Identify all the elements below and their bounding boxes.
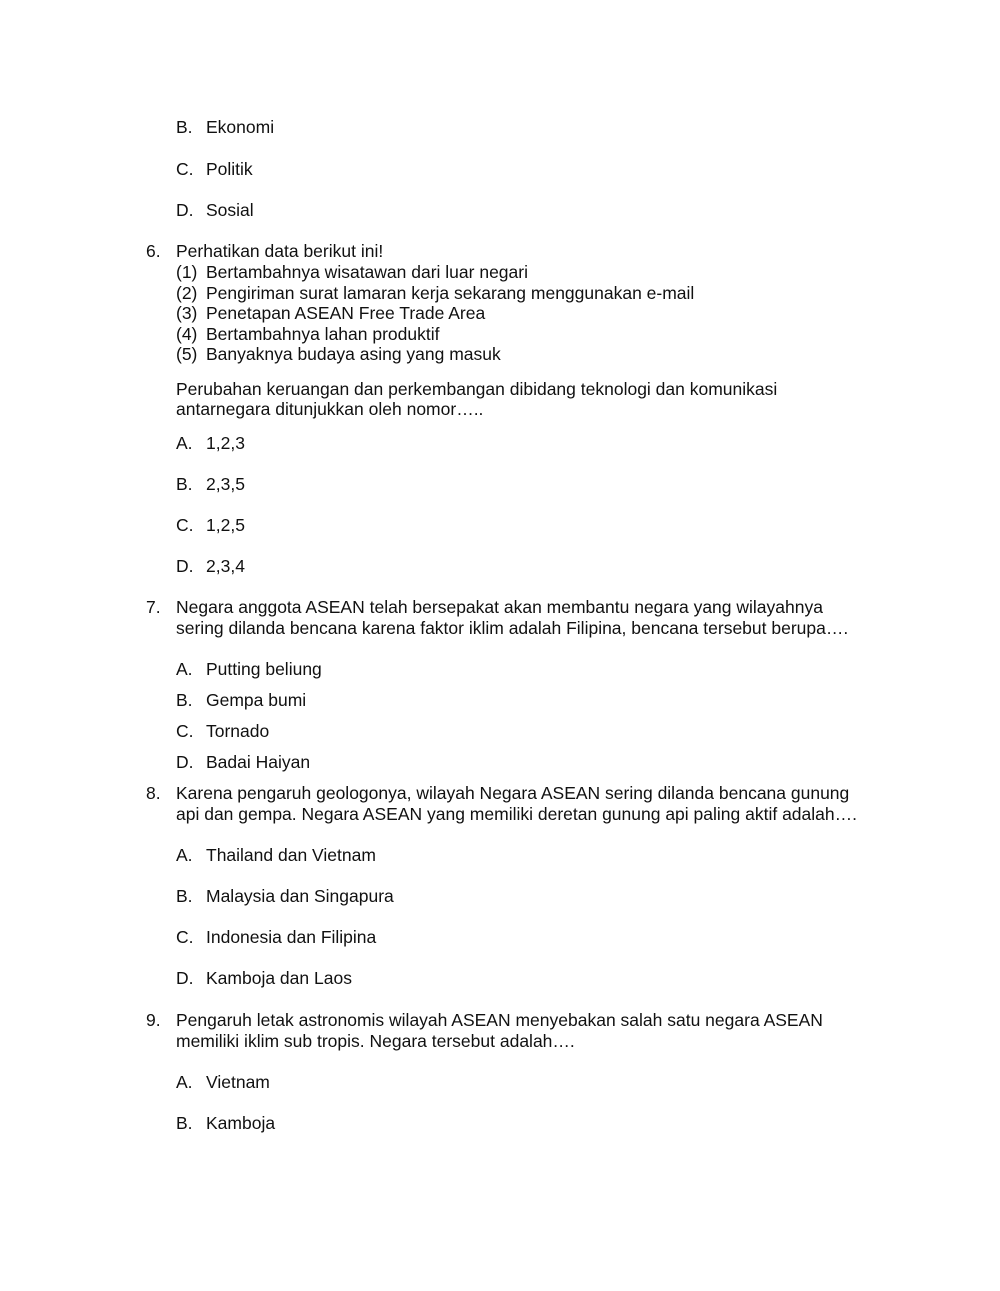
option-letter: C. [176, 721, 194, 741]
option-text: Malaysia dan Singapura [206, 886, 394, 906]
data-item-number: (2) [176, 283, 198, 303]
option-letter: B. [176, 690, 193, 710]
option-letter: D. [176, 556, 194, 576]
option-text: 2,3,5 [206, 474, 245, 494]
option-letter: D. [176, 200, 194, 220]
data-item-number: (5) [176, 344, 198, 364]
option-letter: D. [176, 968, 194, 988]
option-text: Gempa bumi [206, 690, 307, 710]
question-intro: Perhatikan data berikut ini! [176, 241, 384, 261]
option-letter: A. [176, 845, 193, 865]
data-item-text: Banyaknya budaya asing yang masuk [206, 344, 501, 364]
option-letter: B. [176, 474, 193, 494]
option-text: 1,2,5 [206, 515, 245, 535]
data-item-number: (1) [176, 262, 198, 282]
option-text: Putting beliung [206, 659, 322, 679]
option-letter: D. [176, 752, 194, 772]
option-letter: C. [176, 927, 194, 947]
data-item-text: Pengiriman surat lamaran kerja sekarang menggunakan e-mail [206, 283, 695, 303]
question-text-line: Negara anggota ASEAN telah bersepakat akan membantu negara yang wilayahnya [176, 597, 823, 617]
option-text: Tornado [206, 721, 270, 741]
data-item-text: Bertambahnya wisatawan dari luar negari [206, 262, 528, 282]
option-text: Indonesia dan Filipina [206, 927, 377, 947]
question-text-line: Pengaruh letak astronomis wilayah ASEAN menyebakan salah satu negara ASEAN [176, 1010, 823, 1030]
data-item-number: (3) [176, 303, 198, 323]
data-item-number: (4) [176, 324, 198, 344]
question-text-line: Karena pengaruh geologonya, wilayah Negara ASEAN sering dilanda bencana gunung [176, 783, 850, 803]
option-text: Vietnam [206, 1072, 270, 1092]
question-number: 8. [146, 783, 161, 803]
question-number: 9. [146, 1010, 161, 1030]
option-letter: A. [176, 659, 193, 679]
option-text: 2,3,4 [206, 556, 245, 576]
option-letter: B. [176, 1113, 193, 1133]
option-text: Thailand dan Vietnam [206, 845, 376, 865]
option-letter: C. [176, 159, 194, 179]
option-letter: B. [176, 886, 193, 906]
option-text: 1,2,3 [206, 433, 245, 453]
option-letter: C. [176, 515, 194, 535]
option-text: Politik [206, 159, 253, 179]
question-text-line: memiliki iklim sub tropis. Negara tersebut adalah…. [176, 1031, 575, 1051]
data-item-text: Penetapan ASEAN Free Trade Area [206, 303, 486, 323]
option-letter: A. [176, 433, 193, 453]
option-letter: A. [176, 1072, 193, 1092]
question-number: 7. [146, 597, 161, 617]
option-text: Sosial [206, 200, 254, 220]
question-text-line: sering dilanda bencana karena faktor iklim adalah Filipina, bencana tersebut berupa…. [176, 618, 849, 638]
option-letter: B. [176, 117, 193, 137]
question-text-line: antarnegara ditunjukkan oleh nomor….. [176, 399, 484, 419]
question-text-line: Perubahan keruangan dan perkembangan dibidang teknologi dan komunikasi [176, 379, 778, 399]
option-text: Kamboja [206, 1113, 276, 1133]
option-text: Badai Haiyan [206, 752, 311, 772]
data-item-text: Bertambahnya lahan produktif [206, 324, 440, 344]
question-number: 6. [146, 241, 161, 261]
question-text-line: api dan gempa. Negara ASEAN yang memiliki deretan gunung api paling aktif adalah…. [176, 804, 857, 824]
option-text: Ekonomi [206, 117, 275, 137]
option-text: Kamboja dan Laos [206, 968, 352, 988]
